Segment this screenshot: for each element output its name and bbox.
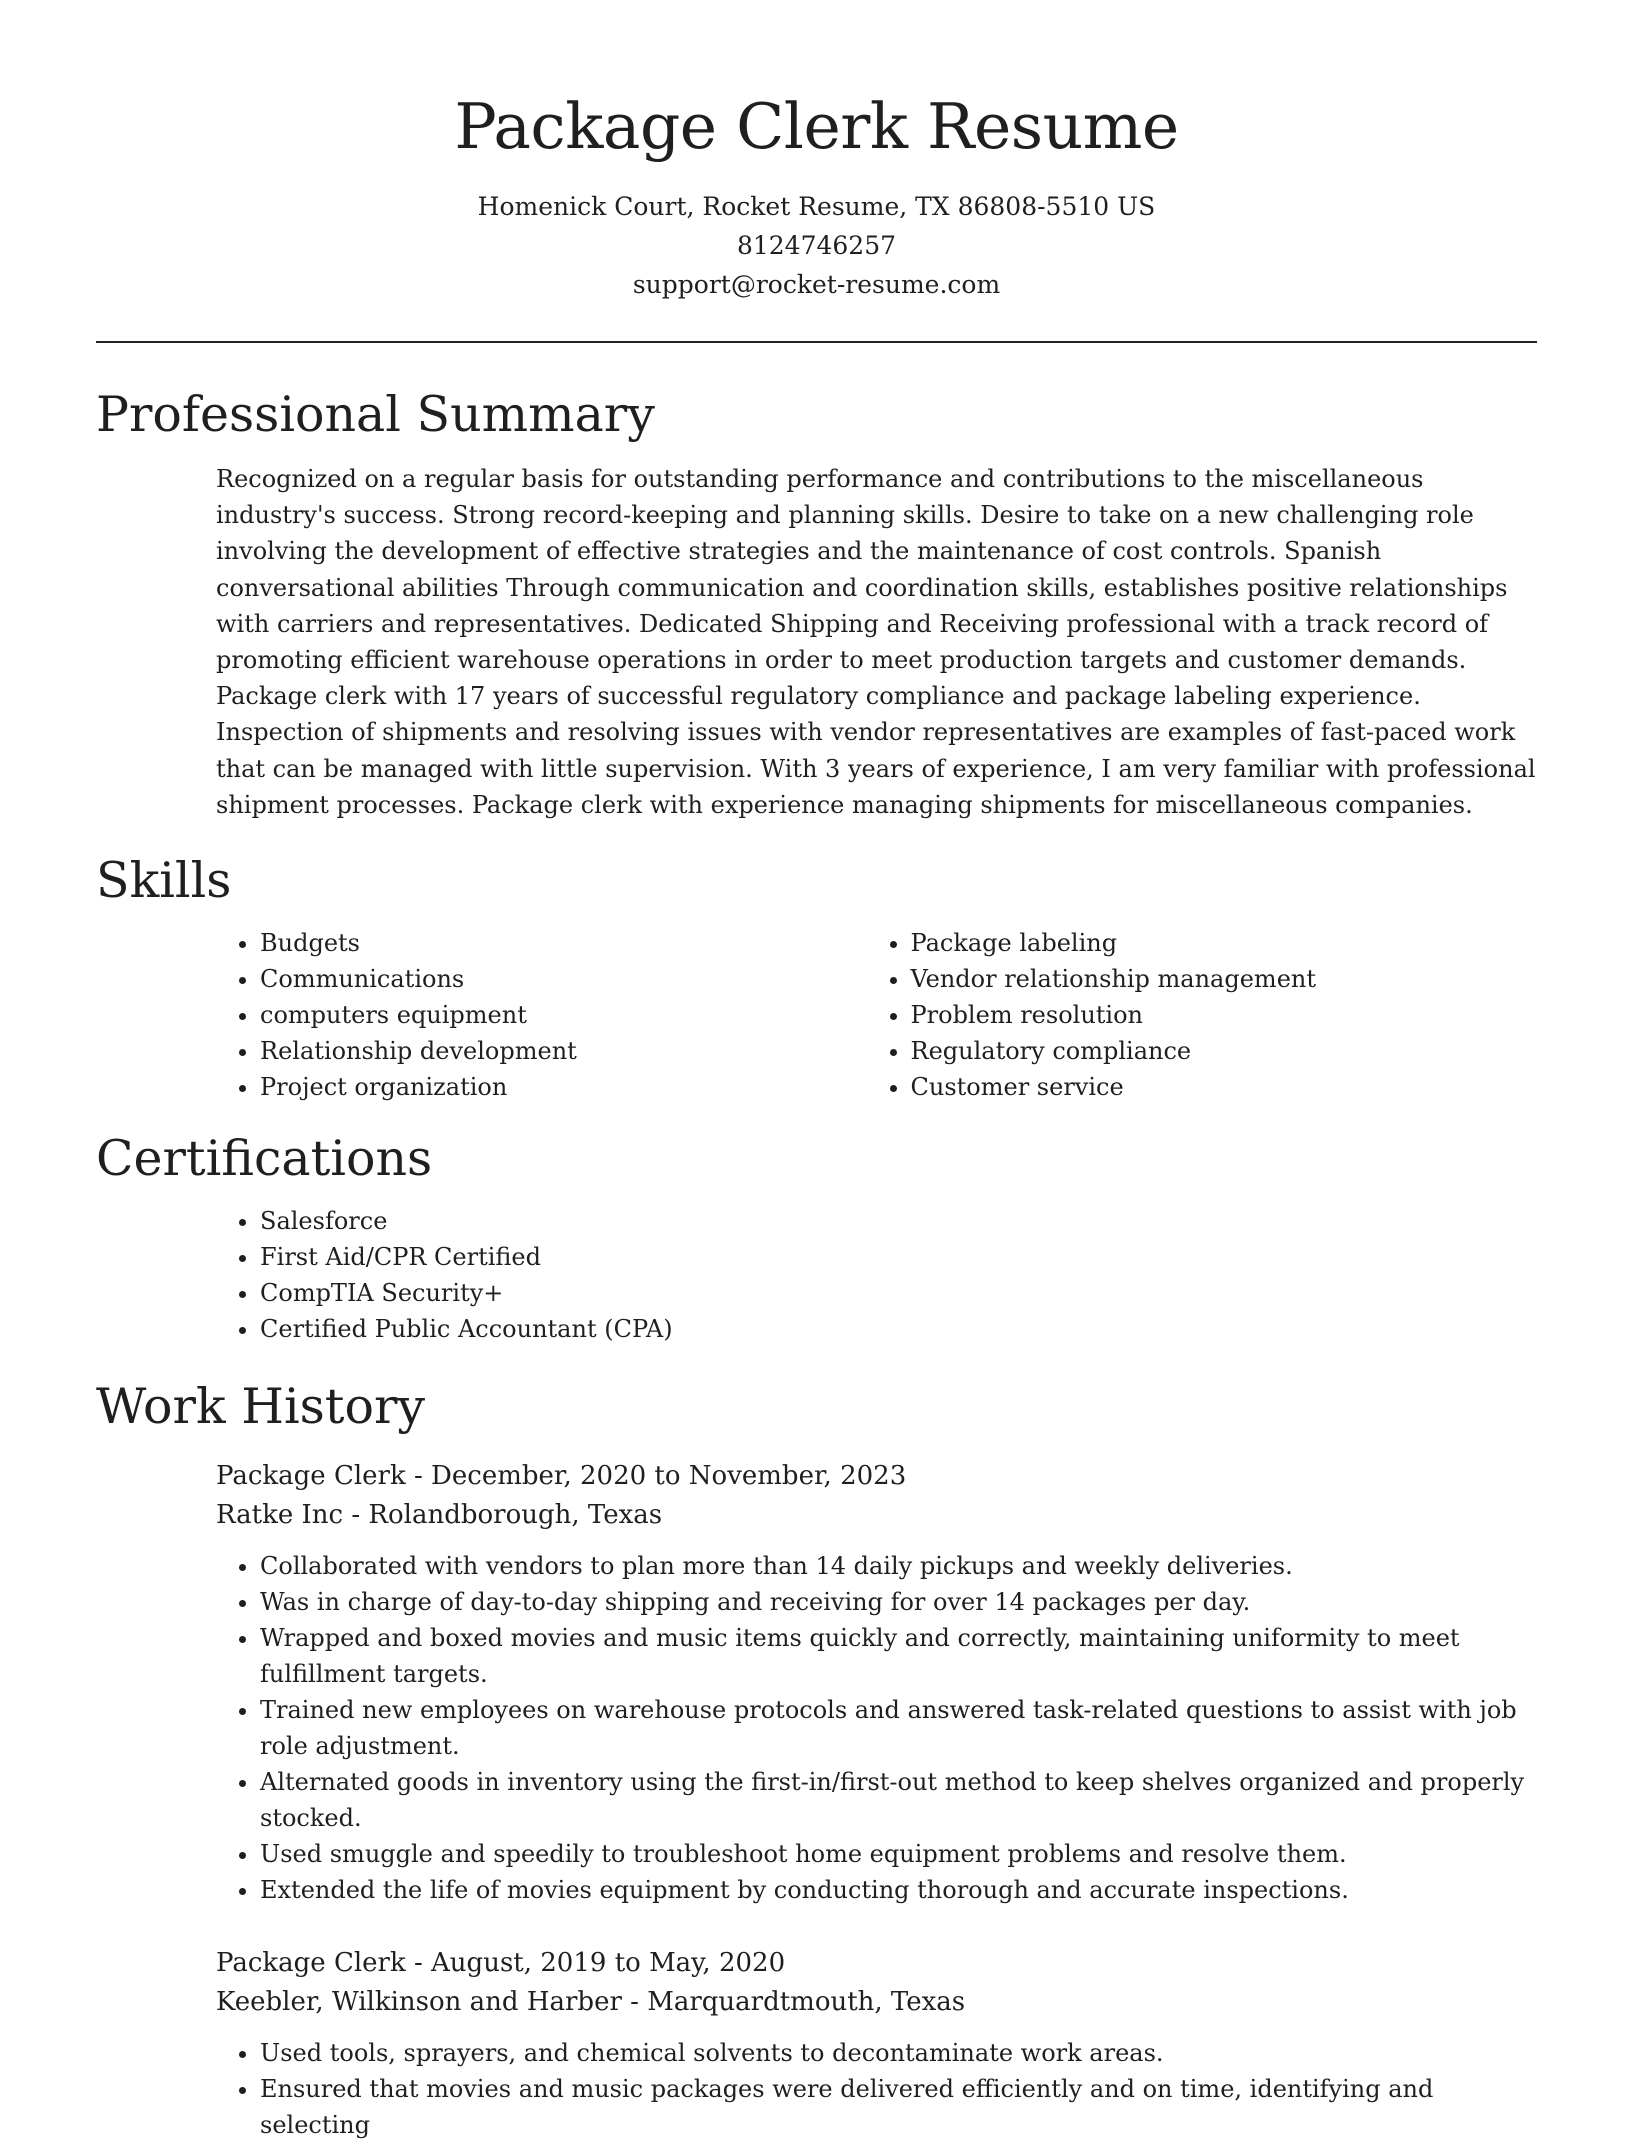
skill-item: • Budgets [260, 925, 887, 961]
skills-column-left [96, 925, 887, 1105]
job-bullet: • Trained new employees on warehouse protocols and answered task-related questions to assist with job role adjustment. [260, 1692, 1537, 1764]
contact-email: support@rocket-resume.com [632, 270, 1001, 299]
job-role-line: Package Clerk - December, 2020 to November, 2023 [216, 1461, 907, 1492]
job-bullet: • Used tools, sprayers, and chemical solvents to decontaminate work areas. [260, 2035, 1537, 2071]
certification-item: • Salesforce [260, 1203, 1537, 1239]
job-bullet: • Used smuggle and speedily to troubleshoot home equipment problems and resolve them. [260, 1836, 1537, 1872]
certification-item: • First Aid/CPR Certified [260, 1239, 1537, 1275]
job-bullet: • Alternated goods in inventory using the first-in/first-out method to keep shelves organized and properly stocked. [260, 1764, 1537, 1836]
job-responsibilities [96, 1548, 1537, 1908]
job-bullet: • Collaborated with vendors to plan more than 14 daily pickups and weekly deliveries. [260, 1548, 1537, 1584]
job-company-line: Ratke Inc - Rolandborough, Texas [216, 1499, 663, 1530]
certifications-heading: Certifications [96, 1130, 433, 1188]
skill-item: • Package labeling [911, 925, 1538, 961]
job-entry [96, 1457, 1537, 1908]
job-company-line: Keebler, Wilkinson and Harber - Marquardtmouth, Texas [216, 1986, 966, 2017]
job-bullet: • Wrapped and boxed movies and music items quickly and correctly, maintaining uniformity to meet fulfillment targets. [260, 1620, 1537, 1692]
resume-header [96, 0, 1537, 304]
job-entry [96, 1944, 1537, 2143]
resume-title: Package Clerk Resume [454, 90, 1179, 163]
skill-item: • Vendor relationship management [911, 961, 1538, 997]
contact-phone: 8124746257 [736, 231, 897, 260]
certifications-list [96, 1203, 1537, 1347]
skills-list [96, 925, 1537, 1105]
certification-item: • CompTIA Security+ [260, 1275, 1537, 1311]
job-bullet: • Extended the life of movies equipment by conducting thorough and accurate inspections. [260, 1872, 1537, 1908]
skills-column-right [887, 925, 1538, 1105]
resume-page [96, 0, 1537, 2143]
skill-item: • Project organization [260, 1069, 887, 1105]
job-responsibilities [96, 2035, 1537, 2143]
skill-item: • computers equipment [260, 997, 887, 1033]
skills-heading: Skills [96, 852, 232, 910]
skill-item: • Problem resolution [911, 997, 1538, 1033]
job-bullet: • Was in charge of day-to-day shipping and receiving for over 14 packages per day. [260, 1584, 1537, 1620]
header-divider [96, 341, 1537, 343]
skill-item: • Regulatory compliance [911, 1033, 1538, 1069]
work-history-heading: Work History [96, 1378, 426, 1436]
job-role-line: Package Clerk - August, 2019 to May, 2020 [216, 1948, 786, 1979]
summary-heading: Professional Summary [96, 386, 655, 443]
certification-item: • Certified Public Accountant (CPA) [260, 1311, 1537, 1347]
skill-item: • Relationship development [260, 1033, 887, 1069]
skill-item: • Customer service [911, 1069, 1538, 1105]
job-bullet: • Ensured that movies and music packages were delivered efficiently and on time, identifying and selecting [260, 2071, 1537, 2143]
summary-text: Recognized on a regular basis for outstanding performance and contributions to the miscellaneous industry's success. Strong record-keeping and planning skills. Desire to take on a new challenging role involving the development of effective strategies and the maintenance of cost controls. Spanish conversational abilities Through communication and coordination skills, establishes positive relationships with carriers and representatives. Dedicated Shipping and Receiving professional with a track record of promoting efficient warehouse operations in order to meet production targets and customer demands. Package clerk with 17 years of successful regulatory compliance and package labeling experience. Inspection of shipments and resolving issues with vendor representatives are examples of fast-paced work that can be managed with little supervision. With 3 years of experience, I am very familiar with professional shipment processes. Package clerk with experience managing shipments for miscellaneous companies. [216, 465, 1536, 819]
contact-address: Homenick Court, Rocket Resume, TX 86808-5510 US [477, 192, 1156, 221]
skill-item: • Communications [260, 961, 887, 997]
